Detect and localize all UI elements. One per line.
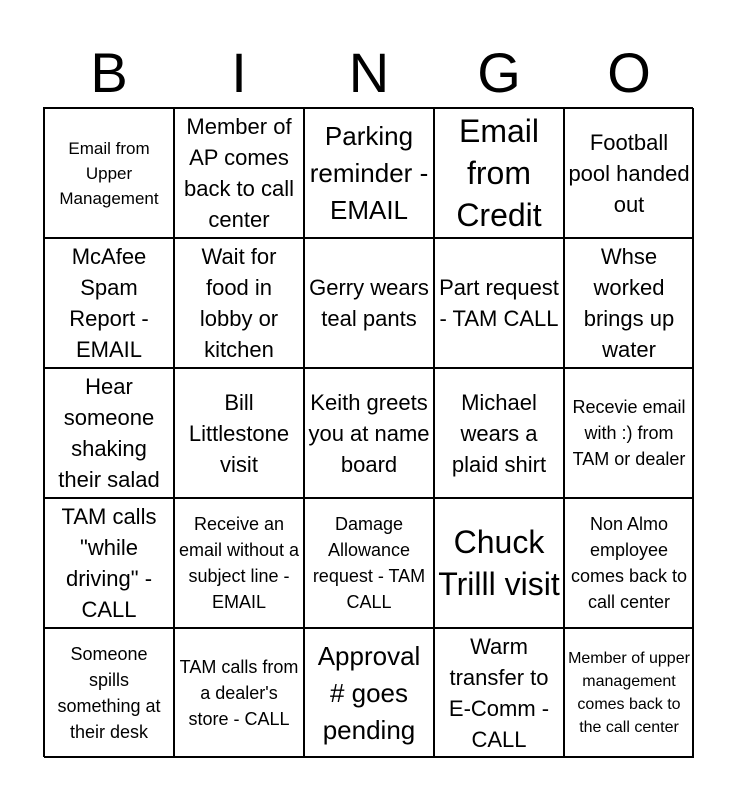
bingo-cell-r4c1[interactable] (44, 498, 174, 628)
bingo-cell-r3c2[interactable] (174, 368, 304, 498)
cell-text: Warm transfer to E-Comm - CALL (448, 634, 550, 752)
cell-text: Someone spills something at their desk (57, 644, 161, 742)
bingo-cell-r3c4[interactable] (434, 368, 564, 498)
bingo-cell-r2c2[interactable] (174, 238, 304, 368)
bingo-cell-r5c2[interactable] (174, 628, 304, 758)
cell-text: Part request - TAM CALL (439, 275, 559, 331)
bingo-cell-r1c3[interactable] (304, 108, 434, 238)
header-letter-n: N (348, 41, 390, 104)
cell-text: TAM calls "while driving" - CALL (61, 504, 157, 622)
bingo-cell-r5c4[interactable] (434, 628, 564, 758)
cell-text: Wait for food in lobby or kitchen (199, 244, 279, 362)
cell-text: Whse worked brings up water (583, 244, 675, 362)
bingo-cell-r1c2[interactable] (174, 108, 304, 238)
bingo-header (44, 40, 694, 106)
header-letter-o: O (607, 41, 651, 104)
cell-text: Recevie email with :) from TAM or dealer (572, 397, 686, 469)
bingo-cell-r3c3[interactable] (304, 368, 434, 498)
header-letter-i: I (231, 41, 247, 104)
cell-text: Chuck Trilll visit (438, 524, 560, 602)
header-letter-g: G (477, 41, 521, 104)
bingo-cell-r1c4[interactable] (434, 108, 564, 238)
bingo-cell-r2c5[interactable] (564, 238, 694, 368)
cell-text: Football pool handed out (568, 129, 690, 217)
bingo-cell-r3c5[interactable] (564, 368, 694, 498)
bingo-cell-r2c1[interactable] (44, 238, 174, 368)
cell-text: Damage Allowance request - TAM CALL (312, 514, 426, 612)
cell-text: Gerry wears teal pants (309, 275, 429, 331)
cell-text: McAfee Spam Report - EMAIL (69, 244, 149, 362)
bingo-card (43, 107, 693, 757)
cell-text: Michael wears a plaid shirt (451, 389, 547, 477)
bingo-cell-r4c5[interactable] (564, 498, 694, 628)
cell-text: Email from Upper Management (59, 138, 159, 208)
bingo-cell-r4c2[interactable] (174, 498, 304, 628)
bingo-cell-r2c3[interactable] (304, 238, 434, 368)
cell-text: Member of AP comes back to call center (183, 114, 295, 232)
cell-text: Receive an email without a subject line - EMAIL (178, 514, 300, 612)
bingo-cell-r5c5[interactable] (564, 628, 694, 758)
bingo-cell-r2c4[interactable] (434, 238, 564, 368)
cell-text: Bill Littlestone visit (188, 389, 290, 477)
bingo-cell-r1c1[interactable] (44, 108, 174, 238)
cell-text: Hear someone shaking their salad (58, 374, 160, 492)
cell-text: TAM calls from a dealer's store - CALL (179, 657, 299, 729)
cell-text: Approval # goes pending (317, 640, 421, 745)
bingo-cell-r1c5[interactable] (564, 108, 694, 238)
cell-text: Keith greets you at name board (308, 389, 430, 477)
cell-text: Email from Credit (456, 113, 542, 233)
header-letter-b: B (90, 41, 128, 104)
bingo-cell-r4c3[interactable] (304, 498, 434, 628)
cell-text: Parking reminder - EMAIL (309, 120, 429, 225)
bingo-cell-r3c1[interactable] (44, 368, 174, 498)
bingo-cell-r4c4[interactable] (434, 498, 564, 628)
bingo-cell-r5c1[interactable] (44, 628, 174, 758)
bingo-cell-r5c3[interactable] (304, 628, 434, 758)
cell-text: Non Almo employee comes back to call center (570, 514, 688, 612)
cell-text: Member of upper management comes back to the call center (568, 650, 690, 736)
